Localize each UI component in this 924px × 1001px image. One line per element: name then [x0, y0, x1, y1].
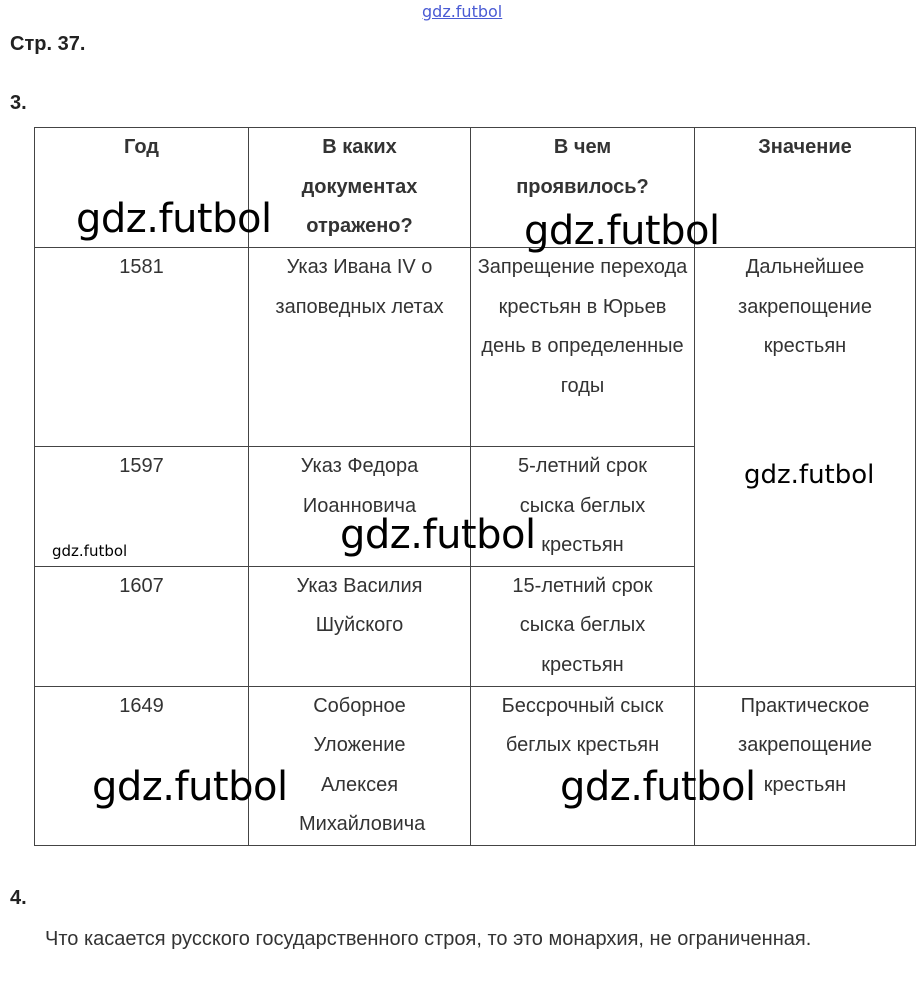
- watermark: gdz.futbol: [92, 764, 288, 810]
- cell-year: 1607: [35, 566, 249, 686]
- table-row: [35, 248, 916, 447]
- cell-manifestation: 5-летний срок сыска беглых крестьян: [471, 447, 695, 567]
- cell-document: Указ Василия Шуйского: [249, 566, 471, 686]
- watermark: gdz.futbol: [52, 542, 128, 560]
- watermark: gdz.futbol: [744, 460, 875, 490]
- cell-year: 1597: [35, 447, 249, 567]
- watermark: gdz.futbol: [560, 764, 756, 810]
- cell-manifestation: Запрещение перехода крестьян в Юрьев день в определенные годы: [471, 248, 695, 447]
- cell-manifestation: 15-летний срок сыска беглых крестьян: [471, 566, 695, 686]
- cell-year: 1649: [35, 686, 249, 845]
- task-4-number: 4.: [10, 887, 27, 909]
- cell-document: Соборное Уложение Алексея Михайловича: [249, 686, 471, 845]
- header-year: Год: [35, 128, 249, 248]
- task-4-answer: Что касается русского государственного строя, то это монархия, не ограниченная.: [45, 928, 812, 950]
- watermark: gdz.futbol: [340, 512, 536, 558]
- header-documents: В каких документах отражено?: [249, 128, 471, 248]
- site-link[interactable]: gdz.futbol: [422, 2, 503, 21]
- header-significance: Значение: [695, 128, 916, 248]
- cell-significance: Дальнейшее закрепощение крестьян: [695, 248, 916, 687]
- header-manifestation: В чем проявилось?: [471, 128, 695, 248]
- watermark: gdz.futbol: [524, 208, 720, 254]
- cell-significance: Практическое закрепощение крестьян: [695, 686, 916, 845]
- cell-year: 1581: [35, 248, 249, 447]
- task-3-number: 3.: [10, 92, 27, 114]
- cell-document: Указ Федора Иоанновича: [249, 447, 471, 567]
- cell-document: Указ Ивана IV о заповедных летах: [249, 248, 471, 447]
- page-reference: Стр. 37.: [10, 33, 86, 55]
- cell-manifestation: Бессрочный сыск беглых крестьян: [471, 686, 695, 845]
- watermark: gdz.futbol: [76, 196, 272, 242]
